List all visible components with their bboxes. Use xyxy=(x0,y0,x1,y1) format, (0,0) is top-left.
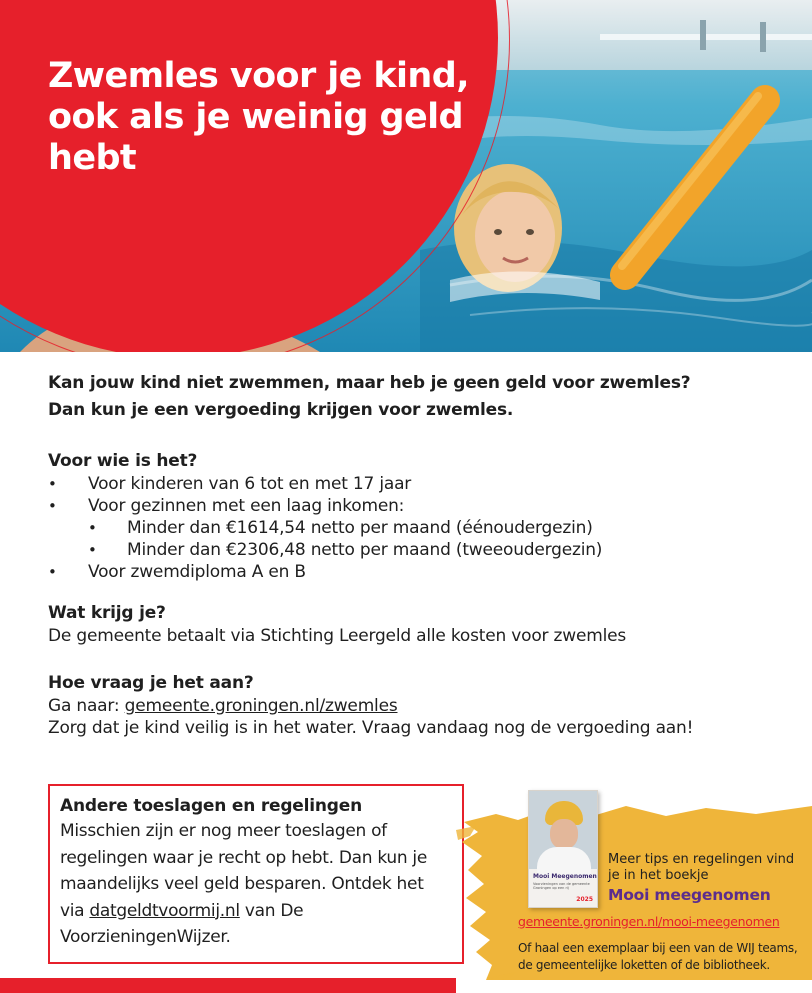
section-what-text: De gemeente betaalt via Stichting Leergeld alle kosten voor zwemles xyxy=(48,626,627,646)
section-who xyxy=(48,450,788,583)
page-title: Zwemles voor je kind, ook als je weinig geld hebt xyxy=(48,56,469,178)
list-item: • Voor gezinnen met een laag inkomen: xyxy=(48,495,788,517)
eligibility-list xyxy=(48,473,788,583)
section-how-link-line xyxy=(48,695,788,717)
link-prefix: Ga naar: xyxy=(48,696,125,716)
section-what xyxy=(48,602,788,647)
section-how-heading: Hoe vraag je het aan? xyxy=(48,673,254,693)
list-item: • Voor zwemdiploma A en B xyxy=(48,561,788,583)
intro-text xyxy=(48,370,788,424)
booklet-year: 2025 xyxy=(576,896,593,903)
hero-banner xyxy=(0,0,812,352)
info-box-heading: Andere toeslagen en regelingen xyxy=(60,796,362,816)
promo-booklet-name: Mooi meegenomen xyxy=(608,886,771,904)
info-box-text-before: Misschien zijn er nog meer toeslagen of regelingen waar je recht op hebt. Dan kun je maandelijks veel geld besparen. Ontdek het via xyxy=(60,821,427,921)
section-what-heading: Wat krijg je? xyxy=(48,603,166,623)
zwemles-link[interactable]: gemeente.groningen.nl/zwemles xyxy=(124,696,398,716)
list-item-sub: • Minder dan €1614,54 netto per maand (éénoudergezin) xyxy=(48,517,788,539)
intro-line-1: Kan jouw kind niet zwemmen, maar heb je geen geld voor zwemles? xyxy=(48,373,691,393)
section-how xyxy=(48,672,788,739)
section-who-heading: Voor wie is het? xyxy=(48,451,198,471)
booklet-subtitle: Voorzieningen van de gemeente Groningen op een rij xyxy=(533,882,590,890)
mooi-meegenomen-link[interactable]: gemeente.groningen.nl/mooi-meegenomen xyxy=(518,914,780,929)
intro-line-2: Dan kun je een vergoeding krijgen voor zwemles. xyxy=(48,400,514,420)
info-box-text xyxy=(60,818,452,951)
promo-tip-text: Meer tips en regelingen vind je in het boekje xyxy=(608,852,795,883)
booklet-cover-image xyxy=(528,790,598,908)
info-box-text-after: van De VoorzieningenWijzer. xyxy=(60,900,304,947)
datgeldtvoormij-link[interactable]: datgeldtvoormij.nl xyxy=(89,900,240,921)
info-box xyxy=(48,784,464,964)
list-item: • Voor kinderen van 6 tot en met 17 jaar xyxy=(48,473,788,495)
section-how-text: Zorg dat je kind veilig is in het water. Vraag vandaag nog de vergoeding aan! xyxy=(48,718,694,738)
list-item-sub: • Minder dan €2306,48 netto per maand (tweeoudergezin) xyxy=(48,539,788,561)
footer-red-stripe xyxy=(0,978,456,993)
woman-face-shape xyxy=(550,819,578,849)
promo-note-text: Of haal een exemplaar bij een van de WIJ teams, de gemeentelijke loketten of de bibliotheek. xyxy=(518,941,798,972)
booklet-title: Mooi Meegenomen xyxy=(533,873,597,880)
